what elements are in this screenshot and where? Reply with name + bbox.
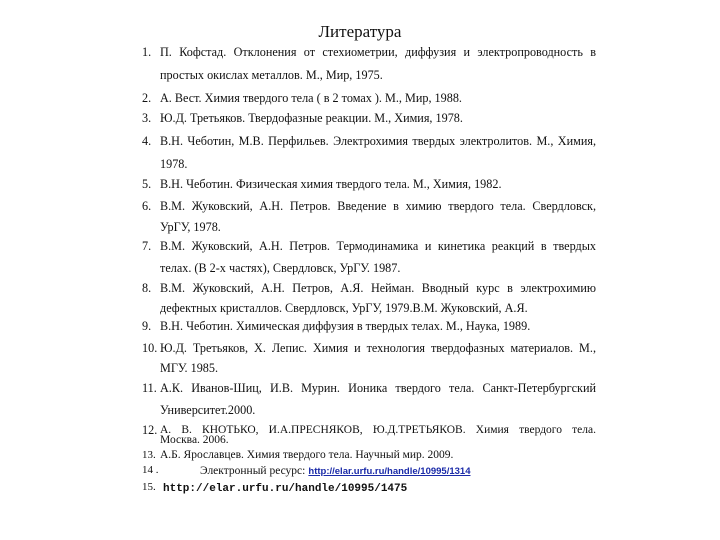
reference-text: А. Вест. Химия твердого тела ( в 2 томах ). М., Мир, 1988. (160, 91, 462, 105)
reference-number: 15. (142, 481, 156, 493)
reference-text: В.М. Жуковский, А.Н. Петров. Термодинамика и кинетика реакций в твердых (160, 239, 596, 253)
reference-text: Ю.Д. Третьяков. Твердофазные реакции. М., Химия, 1978. (160, 111, 463, 125)
reference-text: В.М. Жуковский, А.Н. Петров. Введение в химию твердого тела. Свердловск, (160, 199, 596, 213)
reference-number: 6. (142, 199, 152, 213)
reference-number: 14 . (142, 464, 159, 476)
reference-text: В.Н. Чеботин. Физическая химия твердого тела. М., Химия, 1982. (160, 177, 502, 191)
reference-number: 13. (142, 449, 156, 461)
reference-text: Ю.Д. Третьяков, Х. Лепис. Химия и технология твердофазных материалов. М., (160, 341, 596, 355)
reference-text: дефектных кристаллов. Свердловск, УрГУ, 1979.В.М. Жуковский, А.Я. (160, 301, 528, 315)
reference-number: 9. (142, 319, 152, 333)
reference-text: простых окислах металлов. М., Мир, 1975. (160, 68, 383, 82)
reference-number: 4. (142, 134, 152, 148)
reference-number: 8. (142, 281, 152, 295)
reference-text (200, 463, 470, 479)
reference-number: 5. (142, 177, 152, 191)
reference-text: 1978. (160, 157, 188, 171)
reference-text: П. Кофстад. Отклонения от стехиометрии, диффузия и электропроводность в (160, 45, 596, 59)
reference-text: Москва. 2006. (160, 434, 229, 446)
reference-text: А.Б. Ярославцев. Химия твердого тела. Научный мир. 2009. (160, 449, 454, 461)
reference-number: 2. (142, 91, 152, 105)
resource-link[interactable]: http://elar.urfu.ru/handle/10995/1314 (308, 466, 471, 477)
reference-text: А. В. КНОТЬКО, И.А.ПРЕСНЯКОВ, Ю.Д.ТРЕТЬЯКОВ. Химия твердого тела. (160, 424, 596, 436)
reference-number: 11. (142, 381, 157, 395)
reference-text: УрГУ, 1978. (160, 220, 221, 234)
reference-text: А.К. Иванов-Шиц, И.В. Мурин. Ионика твердого тела. Санкт-Петербургский (160, 381, 596, 395)
reference-number: 12. (142, 423, 158, 437)
reference-text: телах. (В 2-х частях), Свердловск, УрГУ. 1987. (160, 261, 401, 275)
reference-text: В.Н. Чеботин, М.В. Перфильев. Электрохимия твердых электролитов. М., Химия, (160, 134, 596, 148)
reference-text: Университет.2000. (160, 403, 256, 417)
reference-number: 7. (142, 239, 152, 253)
reference-text: В.М. Жуковский, А.Н. Петров, А.Я. Нейман. Вводный курс в электрохимию (160, 281, 596, 295)
reference-text: МГУ. 1985. (160, 361, 219, 375)
reference-number: 10. (142, 341, 158, 355)
page-title: Литература (318, 22, 402, 41)
reference-number: 1. (142, 45, 152, 59)
reference-text (163, 480, 407, 496)
reference-text: В.Н. Чеботин. Химическая диффузия в твердых телах. М., Наука, 1989. (160, 319, 531, 333)
reference-number: 3. (142, 111, 152, 125)
resource-url: http://elar.urfu.ru/handle/10995/1475 (163, 483, 408, 495)
resource-label: Электронный ресурс: (200, 465, 306, 477)
